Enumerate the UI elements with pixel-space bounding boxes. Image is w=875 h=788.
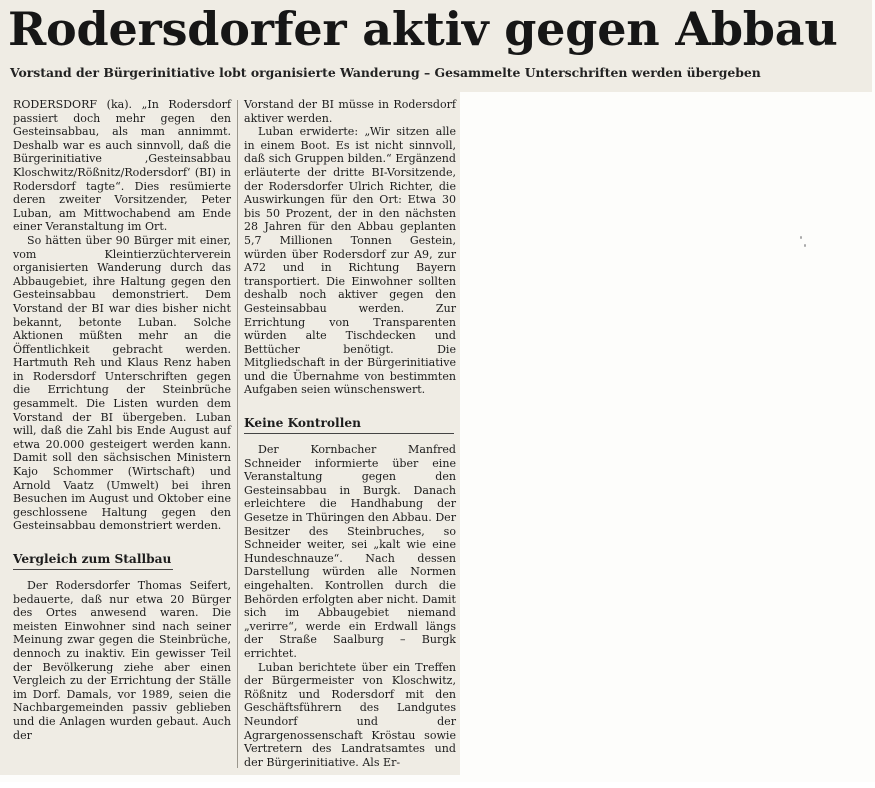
article-headline: Rodersdorfer aktiv gegen Abbau <box>8 2 838 56</box>
section-heading: Vergleich zum Stallbau <box>13 551 173 570</box>
paragraph: Vorstand der BI müsse in Rodersdorf aktiver werden. <box>244 98 456 125</box>
paragraph: So hätten über 90 Bürger mit einer, vom Kleintierzüchterverein organisierten Wanderung durch das Abbaugebiet, ihre Haltung gegen den Gesteinsabbau demonstriert. Dem Vorstand der BI war dies bisher nicht bekannt, betonte Luban. Solche Aktionen müßten mehr an die Öffentlichkeit gebracht werden. Hartmuth Reh und Klaus Renz haben in Rodersdorf Unterschriften gegen die Errichtung der Steinbrüche gesammelt. Die Listen wurden dem Vorstand der BI übergeben. Luban will, daß die Zahl bis Ende August auf etwa 20.000 gesteigert werden kann. Damit soll den sächsischen Ministern Kajo Schommer (Wirtschaft) und Arnold Vaatz (Umwelt) bei ihren Besuchen im August und Oktober eine geschlossene Haltung gegen den Gesteinsabbau demonstriert werden. <box>13 233 231 533</box>
paragraph: Luban erwiderte: „Wir sitzen alle in einem Boot. Es ist nicht sinnvoll, daß sich Gruppen bilden.“ Ergänzend erläuterte der dritte BI-Vorsitzende, der Rodersdorfer Ulrich Richter, die Auswirkungen für den Ort: Etwa 30 bis 50 Prozent, der in den nächsten 28 Jahren für den Abbau geplanten 5,7 Millionen Tonnen Gestein, würden über Rodersdorf zur A9, zur A72 und in Richtung Bayern transportiert. Die Einwohner sollten deshalb noch aktiver gegen den Gesteinsabbau werden. Zur Errichtung von Transparenten würden alte Tischdecken und Bettücher benötigt. Die Mitgliedschaft in der Bürgerinitiative und die Übernahme von bestimmten Aufgaben seien wünschenswert. <box>244 125 456 397</box>
article-column-1 <box>13 98 231 742</box>
paragraph: RODERSDORF (ka). „In Rodersdorf passiert doch mehr gegen den Gesteinsabbau, als man annimmt. Deshalb war es auch sinnvoll, daß die Bürgerinitiative ‚Gesteinsabbau Kloschwitz/Rößnitz/Rodersdorf‘ (BI) in Rodersdorf tagte“. Dies resümierte deren zweiter Vorsitzender, Peter Luban, am Mittwochabend am Ende einer Veranstaltung im Ort. <box>13 98 231 234</box>
scan-speck <box>804 244 806 247</box>
article-subheadline: Vorstand der Bürgerinitiative lobt organisierte Wanderung – Gesammelte Unterschriften werden übergeben <box>10 65 761 80</box>
paragraph: Luban berichtete über ein Treffen der Bürgermeister von Kloschwitz, Rößnitz und Rodersdorf mit den Geschäftsführern des Landgutes Neundorf und der Agrargenossenschaft Kröstau sowie Vertretern des Landratsamtes und der Bürgerinitiative. Als Er- <box>244 660 456 769</box>
column-divider <box>237 100 238 768</box>
paragraph: Der Rodersdorfer Thomas Seifert, bedauerte, daß nur etwa 20 Bürger des Ortes anwesend waren. Die meisten Einwohner sind nach seiner Meinung zwar gegen die Steinbrüche, dennoch zu inaktiv. Ein gewisser Teil der Bevölkerung ziehe aber einen Vergleich zu der Errichtung der Ställe im Dorf. Damals, vor 1989, seien die Nachbargemeinden passiv geblieben und die Anlagen wurden gebaut. Auch der <box>13 579 231 742</box>
scan-speck <box>800 236 802 239</box>
article-column-2 <box>244 98 456 769</box>
section-heading: Keine Kontrollen <box>244 415 454 434</box>
paragraph: Der Kornbacher Manfred Schneider informierte über eine Veranstaltung gegen den Gesteinsabbau in Burgk. Danach erleichtere die Handhabung der Gesetze in Thüringen den Abbau. Der Besitzer des Steinbruches, so Schneider weiter, sei „kalt wie eine Hundeschnauze“. Nach dessen Darstellung würden alle Normen eingehalten. Kontrollen durch die Behörden erfolgten aber nicht. Damit sich im Abbaugebiet niemand „verirre“, werde ein Erdwall längs der Straße Saalburg – Burgk errichtet. <box>244 443 456 660</box>
